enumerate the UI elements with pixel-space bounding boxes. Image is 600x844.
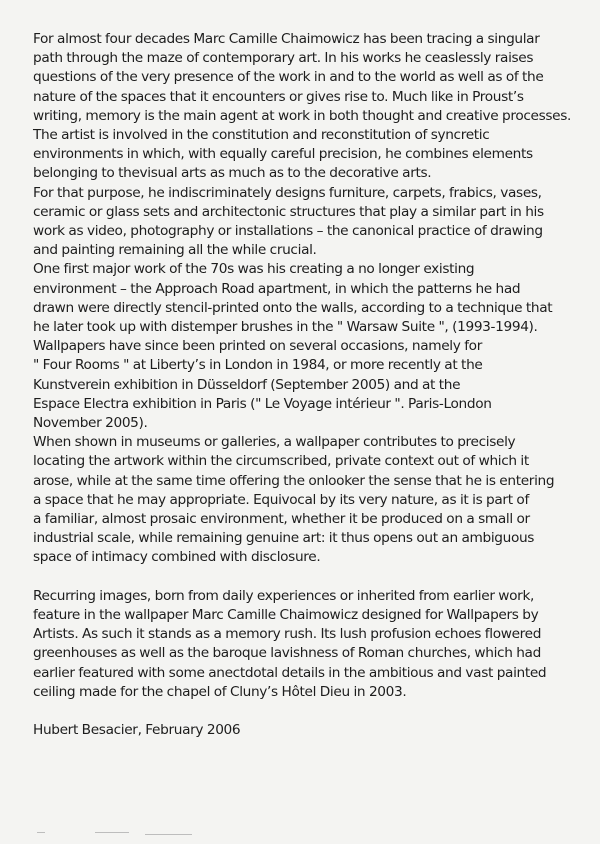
paragraph-intro (33, 30, 573, 184)
text-line: questions of the very presence of the work in and to the world as well as of the (33, 69, 544, 86)
text-line: work as video, photography or installations – the canonical practice of drawing (33, 223, 543, 240)
text-line: path through the maze of contemporary art. In his works he ceaslessly raises (33, 50, 534, 67)
text-line: locating the artwork within the circumscribed, private context out of which it (33, 453, 529, 470)
text-line: earlier featured with some anectdotal details in the ambitious and vast painted (33, 664, 547, 681)
text-line: " Four Rooms " at Liberty’s in London in 1984, or more recently at the (33, 357, 483, 374)
text-line: writing, memory is the main agent at work in both thought and creative processes. (33, 107, 572, 124)
text-line: For that purpose, he indiscriminately designs furniture, carpets, frabics, vases, (33, 184, 542, 201)
text-line: For almost four decades Marc Camille Chaimowicz has been tracing a singular (33, 31, 540, 47)
paper-speck (37, 832, 45, 833)
text-line: arose, while at the same time offering the onlooker the sense that he is entering (33, 472, 555, 489)
text-line: environment – the Approach Road apartment, in which the patterns he had (33, 280, 521, 297)
text-line: and painting remaining all the while crucial. (33, 242, 317, 259)
paragraph-recurring-images (33, 587, 573, 702)
paragraph-wallpaper-history (33, 260, 573, 433)
text-line: drawn were directly stencil-printed onto the walls, according to a technique that (33, 299, 553, 316)
paper-speck (145, 834, 192, 835)
essay-text (33, 30, 573, 740)
text-line: November 2005). (33, 415, 148, 432)
text-line: greenhouses as well as the baroque lavishness of Roman churches, which had (33, 645, 541, 662)
text-line: a space that he may appropriate. Equivocal by its very nature, as it is part of (33, 491, 529, 508)
text-line: belonging to thevisual arts as much as to the decorative arts. (33, 165, 432, 182)
text-line: environments in which, with equally careful precision, he combines elements (33, 146, 533, 163)
paper-speck (95, 832, 129, 833)
paragraph-museum-context (33, 433, 573, 567)
text-line: industrial scale, while remaining genuine art: it thus opens out an ambiguous (33, 530, 535, 547)
text-line: Kunstverein exhibition in Düsseldorf (September 2005) and at the (33, 376, 461, 393)
text-line: Espace Electra exhibition in Paris (" Le Voyage intérieur ". Paris-London (33, 395, 492, 412)
text-line: ceiling made for the chapel of Cluny’s Hôtel Dieu in 2003. (33, 683, 407, 700)
text-line: a familiar, almost prosaic environment, whether it be produced on a small or (33, 511, 530, 528)
text-line: Wallpapers have since been printed on several occasions, namely for (33, 338, 482, 355)
text-line: ceramic or glass sets and architectonic structures that play a similar part in his (33, 203, 544, 220)
paragraph-spacer (33, 702, 573, 721)
text-line: When shown in museums or galleries, a wallpaper contributes to precisely (33, 434, 516, 451)
paragraph-design-practice (33, 184, 573, 261)
text-line: The artist is involved in the constitution and reconstitution of syncretic (33, 127, 490, 144)
text-line: he later took up with distemper brushes in the " Warsaw Suite ", (1993-1994). (33, 319, 538, 336)
text-line: Recurring images, born from daily experiences or inherited from earlier work, (33, 587, 535, 604)
paragraph-spacer (33, 568, 573, 587)
text-line: feature in the wallpaper Marc Camille Chaimowicz designed for Wallpapers by (33, 607, 539, 624)
text-line: Artists. As such it stands as a memory rush. Its lush profusion echoes flowered (33, 626, 542, 643)
text-line: One first major work of the 70s was his creating a no longer existing (33, 261, 475, 278)
text-line: space of intimacy combined with disclosure. (33, 549, 321, 566)
text-line: nature of the spaces that it encounters or gives rise to. Much like in Proust’s (33, 88, 524, 105)
signature: Hubert Besacier, February 2006 (33, 722, 241, 739)
